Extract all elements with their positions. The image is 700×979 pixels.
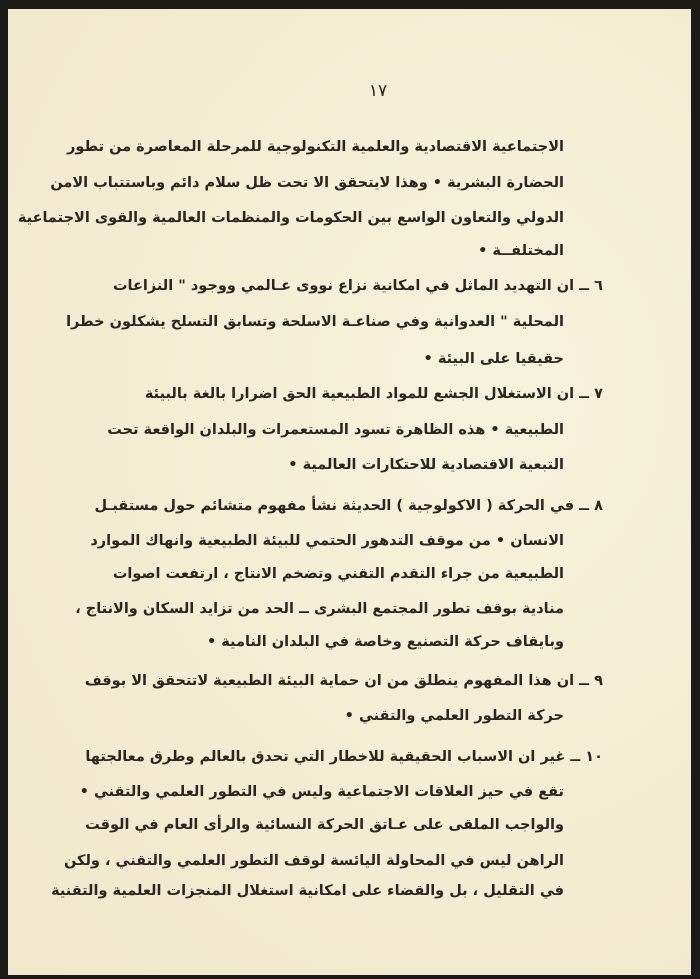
item-10-line: ١٠ ــ غير ان الاسباب الحقيقية للاخطار التي تحدق بالعالم وطرق معالجتها: [85, 749, 603, 765]
document-page: [8, 9, 691, 975]
item-6-line: حقيقيا على البيئة •: [423, 351, 564, 367]
item-10-line: الراهن ليس في المحاولة اليائسة لوقف التطور العلمي والتقني ، ولكن: [64, 853, 564, 869]
item-9-line: ٩ ــ ان هذا المفهوم ينطلق من ان حماية البيئة الطبيعية لاتتحقق الا بوقف: [84, 673, 603, 689]
item-7-line: الطبيعية • هذه الظاهرة تسود المستعمرات والبلدان الواقعة تحت: [107, 422, 564, 438]
item-10-line: تقع في حيز العلاقات الاجتماعية وليس في التطور العلمي والتقني •: [79, 784, 564, 800]
item-8-line: الطبيعية من جراء التقدم التقني وتضخم الانتاج ، ارتفعت اصوات: [112, 566, 564, 582]
item-6-line: المحلية " العدوانية وفي صناعـة الاسلحة وتسابق التسلح يشكلون خطرا: [66, 314, 564, 330]
page-number: ١٧: [368, 81, 388, 101]
item-6-line: ٦ ــ ان التهديد الماثل في امكانية نزاع نووى عـالمي ووجود " النزاعات: [112, 278, 603, 294]
item-7-line: التبعية الاقتصادية للاحتكارات العالمية •: [288, 457, 564, 473]
intro-line: المختلفــة •: [478, 243, 564, 259]
intro-line: الحضارة البشرية • وهذا لايتحقق الا تحت ظل سلام دائم وباستتباب الامن: [50, 175, 564, 191]
item-8-line: وبايقاف حركة التصنيع وخاصة في البلدان النامية •: [206, 634, 564, 650]
item-10-line: والواجب الملقى على عـاتق الحركة النسائية والرأى العام في الوقت: [85, 817, 564, 833]
item-8-line: منادية بوقف تطور المجتمع البشرى ــ الحد من تزايد السكان والانتاج ،: [75, 601, 564, 617]
item-9-line: حركة التطور العلمي والتقني •: [344, 708, 564, 724]
item-8-line: الانسان • من موقف التدهور الحتمي للبيئة الطبيعية وانهاك الموارد: [90, 533, 564, 549]
intro-line: الدولي والتعاون الواسع بين الحكومات والمنظمات العالمية والقوى الاجتماعية: [17, 210, 564, 226]
item-7-line: ٧ ــ ان الاستغلال الجشع للمواد الطبيعية الحق اضرارا بالغة بالبيئة: [144, 386, 603, 402]
intro-line: الاجتماعية الاقتصادية والعلمية التكنولوجية للمرحلة المعاصرة من تطور: [67, 139, 564, 155]
item-10-line: في التقليل ، بل والقضاء على امكانية استغلال المنجزات العلمية والتقنية: [51, 883, 564, 899]
item-8-line: ٨ ــ في الحركة ( الاكولوجية ) الحديثة نشأ مفهوم متشائم حول مستقبـل: [94, 498, 603, 514]
